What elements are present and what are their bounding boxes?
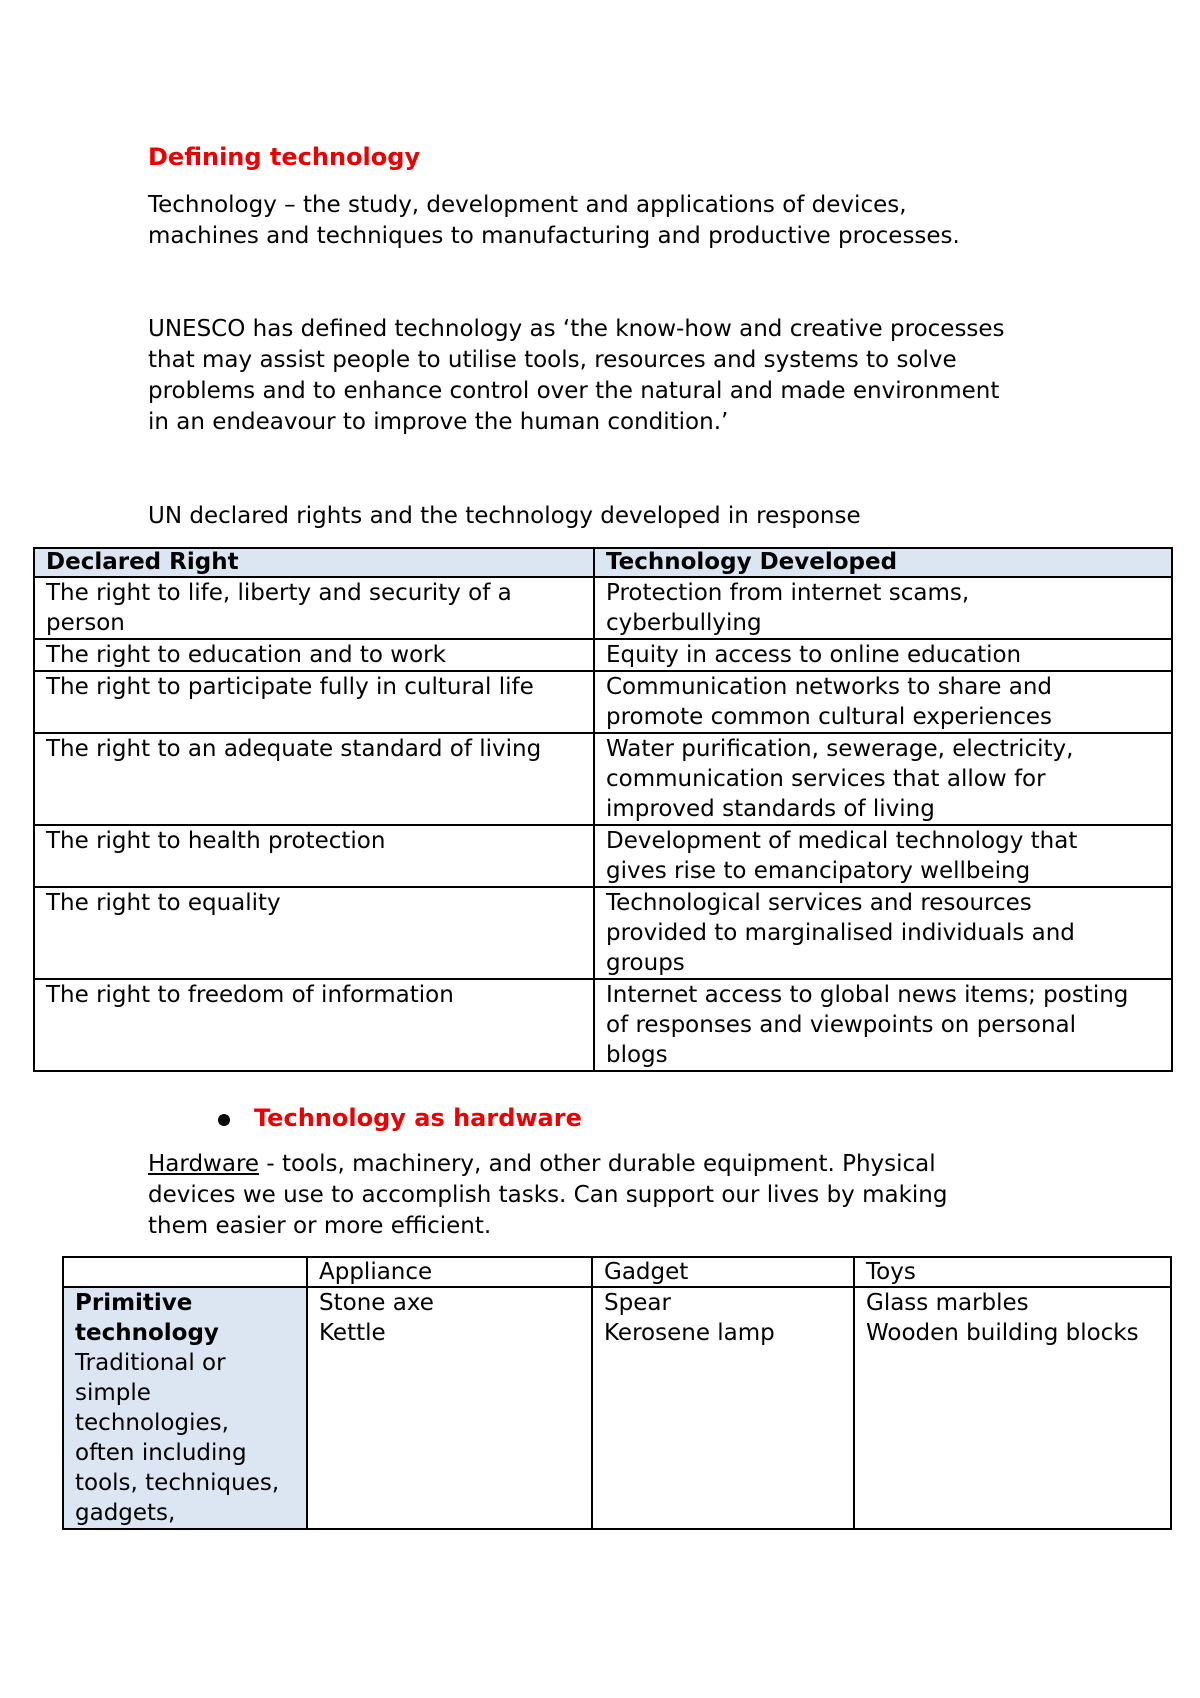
appliance-cell (307, 1287, 592, 1529)
cell-line: gadgets, (75, 1500, 176, 1526)
declared-rights-table (33, 547, 1173, 1072)
cell-line: The right to life, liberty and security of a (46, 580, 512, 606)
cell-line: improved standards of living (606, 796, 935, 822)
text-line: problems and to enhance control over the natural and made environment (148, 378, 1000, 404)
cell-line: promote common cultural experiences (606, 704, 1052, 730)
cell-line: Traditional or (75, 1350, 226, 1376)
cell-line: Development of medical technology that (606, 828, 1078, 854)
header-empty (63, 1257, 307, 1287)
hardware-definition-text: - tools, machinery, and other durable equipment. Physical (259, 1151, 936, 1177)
cell-line: The right to health protection (46, 828, 386, 854)
tech-cell (594, 639, 1172, 671)
cell-line: Equity in access to online education (606, 642, 1022, 668)
cell-line: Technological services and resources (606, 890, 1032, 916)
cell-line: Wooden building blocks (866, 1320, 1139, 1346)
tech-cell (594, 887, 1172, 979)
cell-line: Kerosene lamp (604, 1320, 775, 1346)
table-header-row (34, 548, 1172, 577)
text-line: machines and techniques to manufacturing and productive processes. (148, 223, 960, 249)
cell-line: gives rise to emancipatory wellbeing (606, 858, 1031, 884)
cell-line: cyberbullying (606, 610, 762, 636)
cell-line: Primitive (75, 1290, 193, 1316)
hardware-examples-table (62, 1256, 1172, 1530)
table-row (34, 979, 1172, 1071)
right-cell (34, 979, 594, 1071)
tech-cell (594, 671, 1172, 733)
cell-line: The right to an adequate standard of living (46, 736, 542, 762)
section-title-defining-technology: Defining technology (148, 143, 421, 171)
table-row (34, 577, 1172, 639)
cell-line: The right to participate fully in cultural life (46, 674, 534, 700)
right-cell (34, 639, 594, 671)
table-header-row (63, 1257, 1171, 1287)
cell-line: Spear (604, 1290, 671, 1316)
table-row (63, 1287, 1171, 1529)
text-line: Technology – the study, development and applications of devices, (148, 192, 907, 218)
cell-line: The right to education and to work (46, 642, 446, 668)
text-line: in an endeavour to improve the human condition.’ (148, 409, 729, 435)
cell-line: blogs (606, 1042, 668, 1068)
cell-line: tools, techniques, (75, 1470, 280, 1496)
tech-cell (594, 825, 1172, 887)
cell-line: of responses and viewpoints on personal (606, 1012, 1077, 1038)
cell-line: often including (75, 1440, 247, 1466)
text-line: UNESCO has defined technology as ‘the know-how and creative processes (148, 316, 1005, 342)
hardware-definition-paragraph (148, 1149, 948, 1242)
table-row (34, 887, 1172, 979)
header-gadget: Gadget (592, 1257, 854, 1287)
text-line: devices we use to accomplish tasks. Can support our lives by making (148, 1182, 948, 1208)
tech-cell (594, 979, 1172, 1071)
cell-line: provided to marginalised individuals and (606, 920, 1075, 946)
cell-line: The right to freedom of information (46, 982, 454, 1008)
cell-line: Kettle (319, 1320, 386, 1346)
gadget-cell (592, 1287, 854, 1529)
toys-cell (854, 1287, 1171, 1529)
table-row (34, 733, 1172, 825)
header-technology-developed: Technology Developed (594, 548, 1172, 577)
technology-definition-paragraph (148, 190, 960, 252)
table-row (34, 671, 1172, 733)
unesco-definition-paragraph (148, 314, 1005, 438)
right-cell (34, 825, 594, 887)
right-cell (34, 887, 594, 979)
text-line: them easier or more efficient. (148, 1213, 492, 1239)
cell-line: technology (75, 1320, 219, 1346)
cell-line: The right to equality (46, 890, 281, 916)
cell-line: Glass marbles (866, 1290, 1029, 1316)
section-title-technology-as-hardware: Technology as hardware (254, 1104, 582, 1132)
header-declared-right: Declared Right (34, 548, 594, 577)
cell-line: Stone axe (319, 1290, 434, 1316)
cell-line: Internet access to global news items; posting (606, 982, 1129, 1008)
table-row (34, 639, 1172, 671)
cell-line: Communication networks to share and (606, 674, 1053, 700)
right-cell (34, 733, 594, 825)
primitive-technology-label-cell (63, 1287, 307, 1529)
cell-line: communication services that allow for (606, 766, 1046, 792)
cell-line: person (46, 610, 125, 636)
cell-line: Water purification, sewerage, electricity, (606, 736, 1074, 762)
text-line: that may assist people to utilise tools, resources and systems to solve (148, 347, 957, 373)
cell-line: groups (606, 950, 685, 976)
cell-line: simple (75, 1380, 151, 1406)
un-rights-intro: UN declared rights and the technology developed in response (148, 503, 861, 529)
cell-line: Protection from internet scams, (606, 580, 970, 606)
header-toys: Toys (854, 1257, 1171, 1287)
header-appliance: Appliance (307, 1257, 592, 1287)
cell-line: technologies, (75, 1410, 229, 1436)
tech-cell (594, 733, 1172, 825)
tech-cell (594, 577, 1172, 639)
bullet-icon (218, 1114, 230, 1126)
right-cell (34, 671, 594, 733)
table-row (34, 825, 1172, 887)
hardware-term: Hardware (148, 1151, 260, 1177)
right-cell (34, 577, 594, 639)
text-line (148, 1149, 948, 1180)
